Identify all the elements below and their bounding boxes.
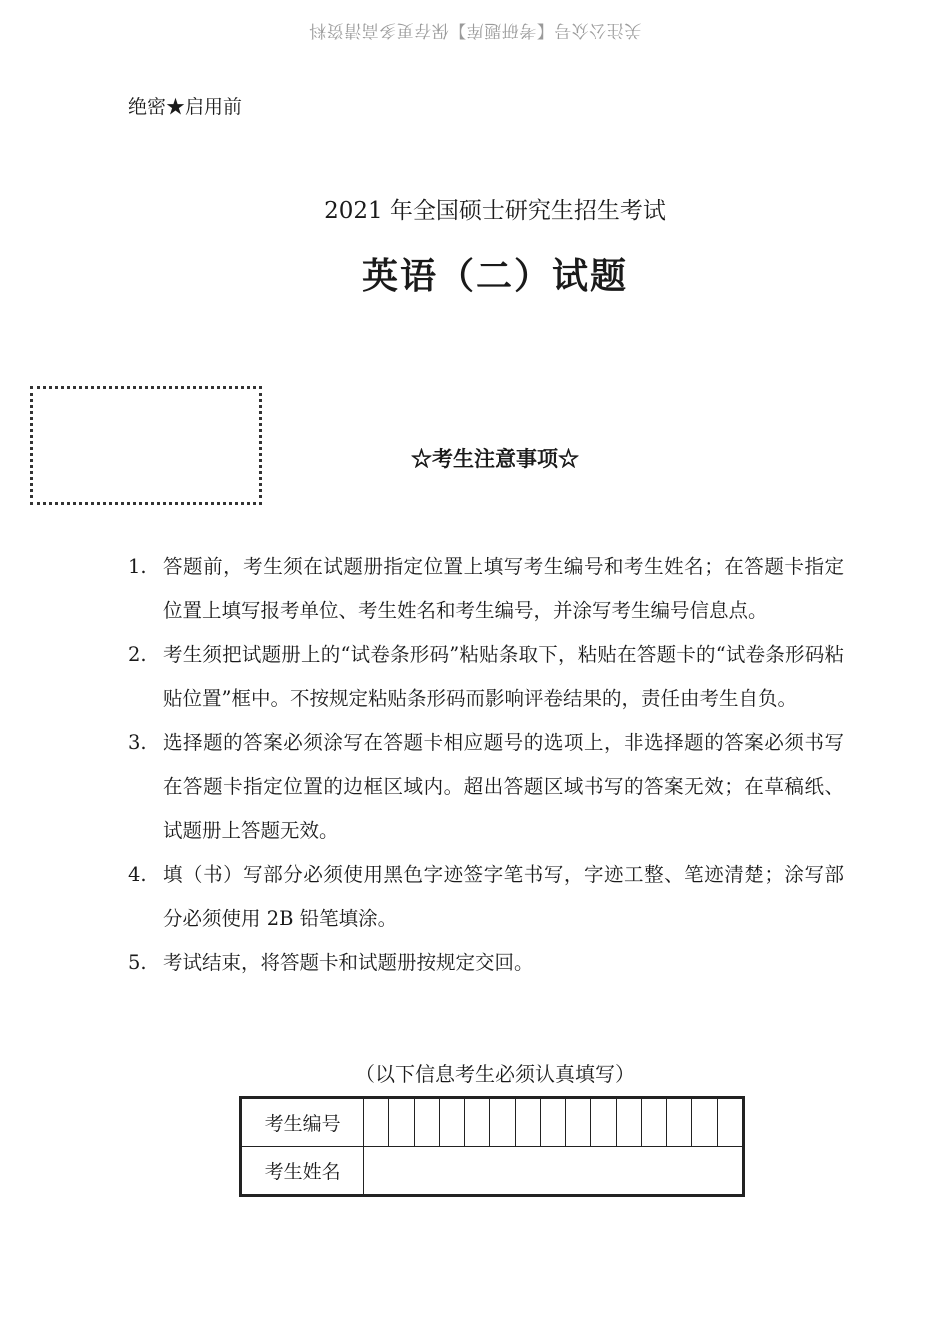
candidate-name-field[interactable] bbox=[364, 1147, 744, 1196]
candidate-name-label: 考生姓名 bbox=[241, 1147, 364, 1196]
candidate-number-digit-cell[interactable] bbox=[414, 1098, 439, 1147]
notice-list bbox=[128, 545, 844, 985]
notice-item bbox=[128, 633, 844, 721]
notice-item-text: 考试结束，将答题卡和试题册按规定交回。 bbox=[163, 951, 534, 974]
candidate-number-digit-cell[interactable] bbox=[566, 1098, 591, 1147]
candidate-number-digit-cell[interactable] bbox=[616, 1098, 641, 1147]
candidate-number-label: 考生编号 bbox=[241, 1098, 364, 1147]
candidate-number-digit-cell[interactable] bbox=[439, 1098, 464, 1147]
notice-item-number: 4. bbox=[128, 863, 147, 886]
notice-item bbox=[128, 941, 844, 985]
exam-name: 2021 年全国硕士研究生招生考试 bbox=[324, 198, 666, 224]
candidate-number-digit-cell[interactable] bbox=[540, 1098, 565, 1147]
candidate-number-digit-cell[interactable] bbox=[389, 1098, 414, 1147]
notice-item-number: 3. bbox=[128, 731, 147, 754]
exam-title: 英语（二）试题 bbox=[361, 255, 628, 297]
candidate-number-digit-cell[interactable] bbox=[465, 1098, 490, 1147]
notice-item-text: 答题前，考生须在试题册指定位置上填写考生编号和考生姓名；在答题卡指定位置上填写报考单位、考生姓名和考生编号，并涂写考生编号信息点。 bbox=[163, 555, 844, 622]
candidate-info-table bbox=[239, 1096, 745, 1197]
notice-item-text: 选择题的答案必须涂写在答题卡相应题号的选项上，非选择题的答案必须书写在答题卡指定位置的边框区域内。超出答题区域书写的答案无效；在草稿纸、试题册上答题无效。 bbox=[163, 731, 844, 842]
candidate-number-digit-cell[interactable] bbox=[591, 1098, 616, 1147]
notice-item-number: 2. bbox=[128, 643, 147, 666]
notice-item bbox=[128, 545, 844, 633]
notice-item bbox=[128, 853, 844, 941]
notice-item bbox=[128, 721, 844, 853]
candidate-number-digit-cell[interactable] bbox=[490, 1098, 515, 1147]
notice-item-number: 1. bbox=[128, 555, 147, 578]
candidate-number-digit-cell[interactable] bbox=[717, 1098, 743, 1147]
notice-item-text: 填（书）写部分必须使用黑色字迹签字笔书写，字迹工整、笔迹清楚；涂写部分必须使用 2B 铅笔填涂。 bbox=[163, 863, 844, 930]
candidate-number-digit-cell[interactable] bbox=[515, 1098, 540, 1147]
candidate-number-digit-cell[interactable] bbox=[641, 1098, 666, 1147]
candidate-name-row bbox=[241, 1147, 744, 1196]
notice-item-text: 考生须把试题册上的“试卷条形码”粘贴条取下，粘贴在答题卡的“试卷条形码粘贴位置”框中。不按规定粘贴条形码而影响评卷结果的，责任由考生自负。 bbox=[163, 643, 844, 710]
candidate-number-digit-cell[interactable] bbox=[692, 1098, 717, 1147]
notice-heading: ☆考生注意事项☆ bbox=[411, 446, 579, 471]
watermark-text: 关注公众号【考研题库】保存更多高清资料 bbox=[308, 20, 642, 40]
candidate-number-row bbox=[241, 1098, 744, 1147]
candidate-number-digit-cell[interactable] bbox=[667, 1098, 692, 1147]
info-form-caption: （以下信息考生必须认真填写） bbox=[355, 1062, 635, 1086]
candidate-number-digit-cell[interactable] bbox=[364, 1098, 389, 1147]
notice-item-number: 5. bbox=[128, 951, 147, 974]
confidential-label: 绝密★启用前 bbox=[128, 96, 243, 118]
